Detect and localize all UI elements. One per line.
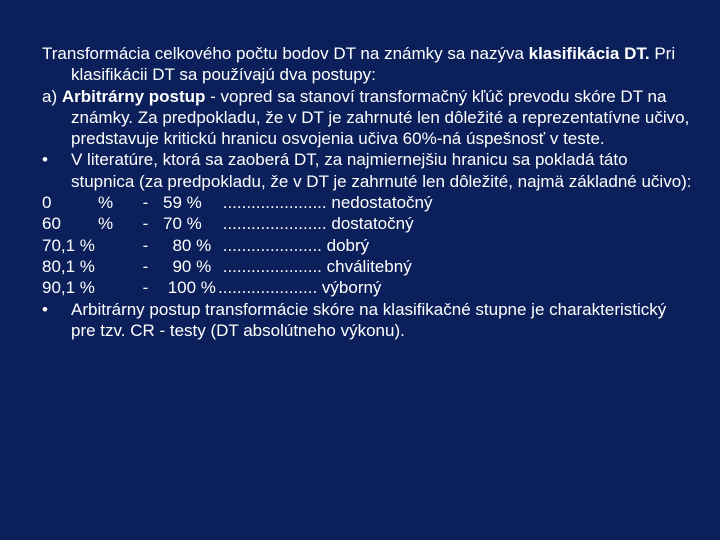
scale-to: 100 % [163,278,216,298]
slide-content [42,43,692,341]
scale-from: 80,1 % [42,256,95,276]
scale-from: 0 [42,193,52,213]
scale-grade: dostatočný [326,214,414,234]
arbitrary-prefix: a) [42,86,62,106]
scale-row [42,277,692,298]
bullet-icon: • [42,150,48,170]
intro-paragraph [42,43,692,86]
scale-dots: ...................... [218,193,327,213]
scale-separator: - [142,214,149,234]
bullet-text: Arbitrárny postup transformácie skóre na klasifikačné stupne je charakteristický pre tzv. CR - testy (DT absolútneho výkonu). [71,299,667,340]
scale-row [42,256,692,277]
scale-row [42,235,692,256]
scale-row [42,192,692,213]
scale-separator: - [142,278,149,298]
scale-from: 60 [42,214,61,234]
intro-text: Transformácia celkového počtu bodov DT na známky sa nazýva [42,44,529,63]
scale-from-unit: % [98,214,114,234]
scale-grade: výborný [317,278,382,298]
scale-separator: - [142,193,149,213]
scale-from: 90,1 % [42,278,95,298]
scale-to: 80 % [163,235,212,255]
bullet-text: V literatúre, ktorá sa zaoberá DT, za najmiernejšiu hranicu sa pokladá táto stupnica (za predpokladu, že v DT je zahrnuté len dôležité, najmä základné učivo): [71,150,692,191]
scale-row [42,213,692,234]
grading-scale [42,192,692,298]
scale-grade: dobrý [321,235,370,255]
scale-from: 70,1 % [42,235,95,255]
arbitrary-text: - vopred sa stanoví transformačný kľúč prevodu skóre DT na známky. Za predpokladu, že v DT je zahrnuté len dôležité a reprezentatívne učivo, predstavuje kritickú hranicu osvojenia učiva 60%-ná úspešnosť v teste. [71,86,690,149]
intro-term: klasifikácia DT. [528,44,650,63]
intro-text-end: Pri klasifikácii DT sa používajú dva postupy: [71,44,676,85]
scale-to: 59 % [163,193,202,213]
scale-to: 90 % [163,256,212,276]
scale-dots: ..................... [218,278,318,298]
scale-dots: ..................... [218,256,322,276]
scale-dots: ..................... [218,235,322,255]
bullet-item-literature [42,149,692,192]
scale-dots: ...................... [218,214,327,234]
scale-separator: - [142,256,149,276]
scale-to: 70 % [163,214,202,234]
arbitrary-paragraph [42,86,692,150]
arbitrary-term: Arbitrárny postup [61,86,206,106]
scale-separator: - [142,235,149,255]
bullet-icon: • [42,299,48,319]
bullet-item-cr-tests [42,299,692,342]
scale-grade: nedostatočný [326,193,433,213]
scale-grade: chválitebný [321,256,412,276]
scale-from-unit: % [98,193,114,213]
